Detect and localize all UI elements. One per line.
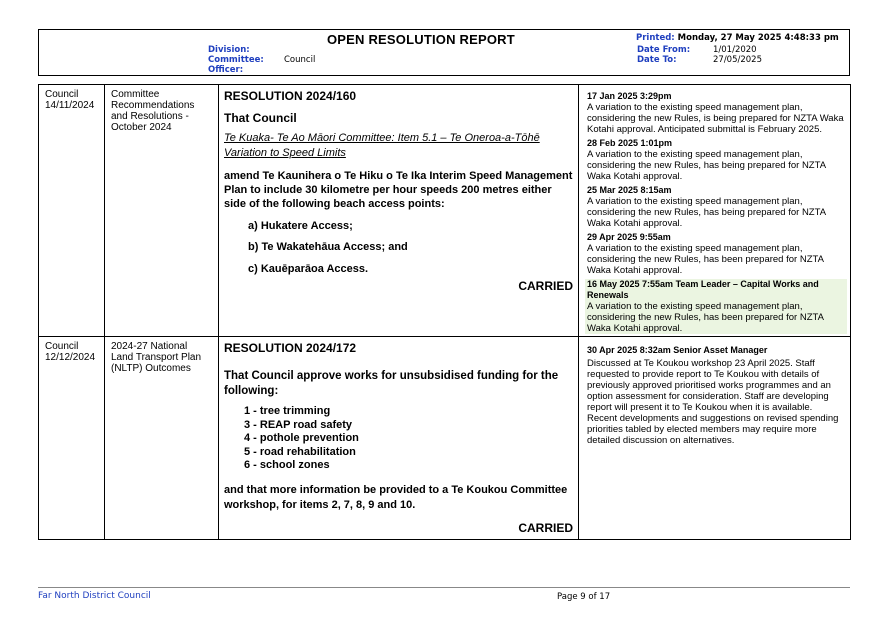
date-from-value: 1/01/2020 [713, 45, 757, 55]
update-heading: 30 Apr 2025 8:32am Senior Asset Manager [587, 345, 768, 355]
printed-label: Printed: [636, 33, 675, 43]
update-heading: 29 Apr 2025 9:55am [587, 232, 671, 242]
printed-value: Monday, 27 May 2025 4:48:33 pm [677, 33, 839, 43]
list-item: b) Te Wakatehāua Access; and [248, 241, 408, 253]
resolution-body-continued: and that more information be provided to a Te Koukou Committee workshop, for items 2, 7, 8, 9 and 10. [224, 483, 568, 511]
meeting-cell [39, 85, 105, 337]
meeting-date: 14/11/2024 [45, 100, 95, 111]
resolution-cell [219, 337, 579, 540]
resolution-title: RESOLUTION 2024/160 [224, 89, 357, 103]
meeting-name: Council [45, 89, 79, 100]
meeting-cell [39, 337, 105, 540]
status-carried: CARRIED [518, 520, 573, 535]
update-text: A variation to the existing speed management plan, considering the new Rules, has being prepared for NZTA Waka Kotahi approval. [587, 149, 826, 182]
update-heading: 28 Feb 2025 1:01pm [587, 138, 673, 148]
agenda-item-reference: Te Kuaka- Te Ao Māori Committee: Item 5.1 – Te Oneroa-a-Tōhē Variation to Speed Limits [224, 132, 540, 159]
update-text: A variation to the existing speed management plan, considering the new Rules, has been prepared for NZTA Waka Kotahi approval. [587, 243, 824, 276]
date-from-label: Date From: [637, 45, 691, 55]
list-item: 4 - pothole prevention [244, 432, 359, 444]
list-item: 1 - tree trimming [244, 405, 331, 417]
list-item: 6 - school zones [244, 459, 330, 471]
list-item: a) Hukatere Access; [248, 220, 353, 232]
resolution-title: RESOLUTION 2024/172 [224, 341, 357, 355]
item-cell: 2024-27 National Land Transport Plan (NLTP) Outcomes [105, 337, 219, 540]
footer-organisation: Far North District Council [38, 591, 151, 601]
update-heading: 16 May 2025 7:55am Team Leader – Capital Works and Renewals [587, 279, 819, 300]
report-header [38, 29, 850, 76]
updates-cell [579, 337, 851, 540]
page-number: Page 9 of 17 [557, 592, 611, 602]
committee-value: Council [284, 55, 316, 65]
update-heading: 17 Jan 2025 3:29pm [587, 91, 672, 101]
division-label: Division: [208, 45, 250, 55]
resolution-body: amend Te Kaunihera o Te Hiku o Te Ika Interim Speed Management Plan to include 30 kilometre per hour speeds 200 metres either side of the following beach access points: [224, 170, 573, 210]
latest-update-highlight [585, 279, 847, 334]
that-council-heading: That Council [224, 111, 297, 125]
meeting-name: Council [45, 341, 79, 352]
meeting-date: 12/12/2024 [45, 352, 96, 363]
update-text: Discussed at Te Koukou workshop 23 April 2025. Staff requested to provide report to Te Koukou with details of previously approved prioritised works programmes and an option assessment for consideration. Staff are developing report will present it to Te Koukou when it is available. Recent developments and suggestions on revised spending priorities tabled by elected members may require more detailed discussion on alternatives. [587, 358, 839, 446]
resolution-body: That Council approve works for unsubsidised funding for the following: [224, 370, 559, 397]
committee-label: Committee: [208, 55, 264, 65]
update-text: A variation to the existing speed management plan, considering the new Rules, is being prepared for NZTA Waka Kotahi approval. Anticipated submittal is February 2025. [587, 102, 844, 135]
printed-timestamp [636, 33, 839, 43]
list-item: c) Kauēparāoa Access. [248, 263, 369, 275]
update-text: A variation to the existing speed management plan, considering the new Rules, has being prepared for NZTA Waka Kotahi approval. [587, 196, 826, 229]
updates-cell [579, 85, 851, 337]
date-to-label: Date To: [637, 55, 677, 65]
status-carried: CARRIED [518, 279, 573, 293]
update-text: A variation to the existing speed management plan, considering the new Rules, has been prepared for NZTA Waka Kotahi approval. [587, 301, 824, 334]
list-item: 5 - road rehabilitation [244, 445, 356, 458]
footer-divider [38, 587, 850, 588]
update-heading: 25 Mar 2025 8:15am [587, 185, 672, 195]
resolutions-table [38, 84, 851, 540]
list-item: 3 - REAP road safety [244, 418, 353, 431]
report-title: OPEN RESOLUTION REPORT [327, 32, 515, 47]
table-row [39, 337, 851, 540]
officer-label: Officer: [208, 65, 244, 75]
date-to-value: 27/05/2025 [713, 55, 762, 65]
resolution-cell [219, 85, 579, 337]
item-cell: Committee Recommendations and Resolutions - October 2024 [105, 85, 219, 337]
table-row [39, 85, 851, 337]
